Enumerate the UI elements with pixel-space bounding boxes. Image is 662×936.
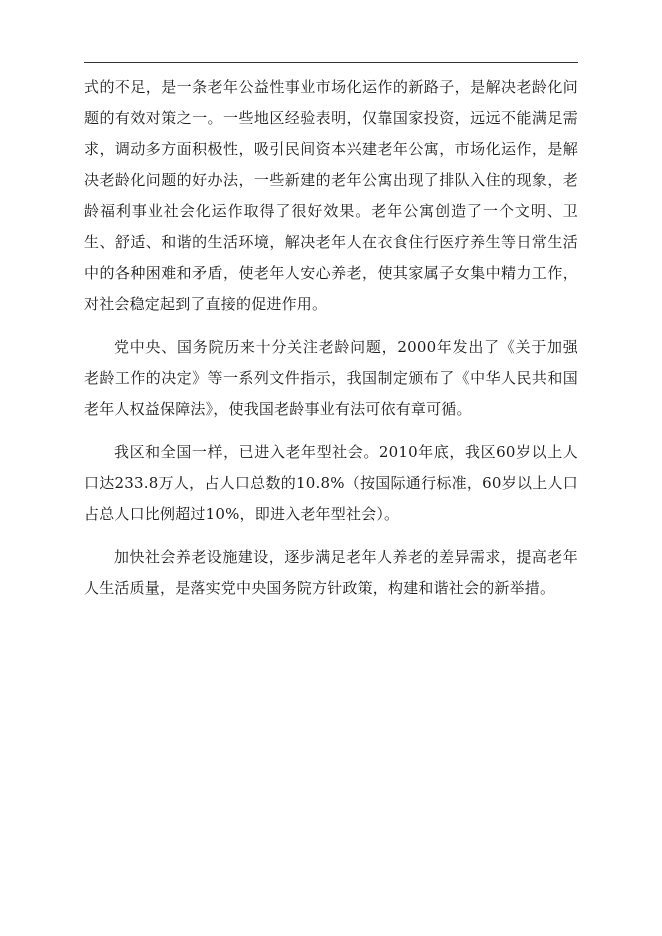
- paragraph-continuation: 式的不足，是一条老年公益性事业市场化运作的新路子，是解决老龄化问题的有效对策之一。一些地区经验表明，仅靠国家投资，远远不能满足需求，调动多方面积极性，吸引民间资本兴建老年公寓，市场化运作，是解决老龄化问题的好办法，一些新建的老年公寓出现了排队入住的现象，老龄福利事业社会化运作取得了很好效果。老年公寓创造了一个文明、卫生、舒适、和谐的生活环境，解决老年人在衣食住行医疗养生等日常生活中的各种困难和矛盾，使老年人安心养老，使其家属子女集中精力工作，对社会稳定起到了直接的促进作用。: [84, 78, 578, 313]
- document-body: [84, 72, 578, 616]
- paragraph-aging-statistics: 我区和全国一样，已进入老年型社会。2010年底，我区60岁以上人口达233.8万人，占人口总数的10.8%（按国际通行标准，60岁以上人口占总人口比例超过10%，即进入老年型社会）。: [84, 443, 578, 523]
- paragraph-conclusion: 加快社会养老设施建设，逐步满足老年人养老的差异需求，提高老年人生活质量，是落实党中央国务院方针政策，构建和谐社会的新举措。: [84, 548, 578, 597]
- paragraph-policy: 党中央、国务院历来十分关注老龄问题，2000年发出了《关于加强老龄工作的决定》等一系列文件指示，我国制定颁布了《中华人民共和国老年人权益保障法》，使我国老龄事业有法可依有章可循。: [84, 338, 578, 418]
- header-rule: [84, 62, 578, 63]
